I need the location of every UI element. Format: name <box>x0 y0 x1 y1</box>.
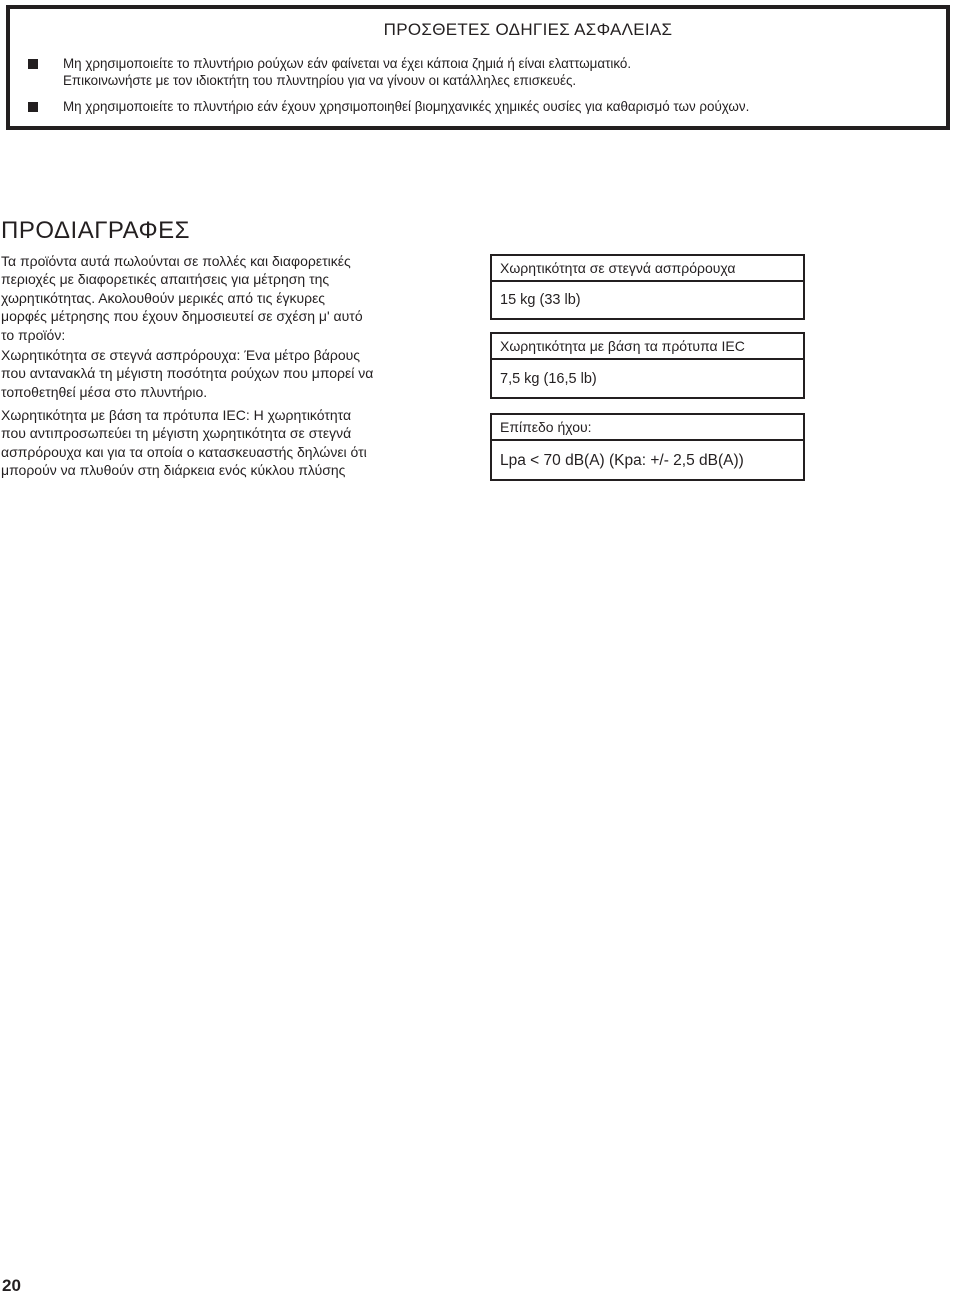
paragraph-line: που αντανακλά τη μέγιστη ποσότητα ρούχων που μπορεί να <box>1 365 374 382</box>
specs-title: ΠΡΟΔΙΑΓΡΑΦΕΣ <box>1 217 190 244</box>
paragraph-line: χωρητικότητας. Ακολουθούν μερικές από τις έγκυρες <box>1 289 326 306</box>
paragraph-line: μπορούν να πλυθούν στη διάρκεια ενός κύκλου πλύσης <box>1 462 346 479</box>
spec-box-iec-capacity <box>490 332 805 399</box>
spec-value: Lpa < 70 dB(A) (Kpa: +/- 2,5 dB(A)) <box>500 452 744 469</box>
safety-bullet-line: Μη χρησιμοποιείτε το πλυντήριο εάν έχουν χρησιμοποιηθεί βιομηχανικές χημικές ουσίες για καθαρισμό των ρούχων. <box>63 99 750 114</box>
paragraph-line: τοποθετηθεί μέσα στο πλυντήριο. <box>1 383 208 400</box>
spec-label: Χωρητικότητα με βάση τα πρότυπα IEC <box>492 334 803 360</box>
spec-label: Χωρητικότητα σε στεγνά ασπρόρουχα <box>492 256 803 282</box>
paragraph-line: Χωρητικότητα σε στεγνά ασπρόρουχα: Ένα μέτρο βάρους <box>1 347 361 363</box>
spec-label: Επίπεδο ήχου: <box>492 415 803 441</box>
specs-paragraph <box>1 252 421 344</box>
safety-bullet-line: Επικοινωνήστε με τον ιδιοκτήτη του πλυντηρίου για να γίνουν οι κατάλληλες επισκευές. <box>63 73 577 88</box>
paragraph-line: που αντιπροσωπεύει τη μέγιστη χωρητικότητα σε στεγνά <box>1 425 352 442</box>
page-number: 20 <box>2 1276 21 1295</box>
specs-paragraph <box>1 406 421 480</box>
specs-paragraph <box>1 346 421 401</box>
paragraph-line: Χωρητικότητα με βάση τα πρότυπα IEC: Η χωρητικότητα <box>1 407 352 423</box>
spec-value: 7,5 kg (16,5 lb) <box>500 371 597 387</box>
safety-title: ΠΡΟΣΘΕΤΕΣ ΟΔΗΓΙΕΣ ΑΣΦΑΛΕΙΑΣ <box>383 20 673 39</box>
paragraph-line: το προϊόν: <box>1 326 66 343</box>
safety-instructions-box <box>6 5 950 130</box>
spec-box-dry-capacity <box>490 254 805 320</box>
spec-value: 15 kg (33 lb) <box>500 292 581 308</box>
paragraph-line: Τα προϊόντα αυτά πωλούνται σε πολλές και διαφορετικές <box>1 253 351 269</box>
square-bullet-icon <box>28 59 38 69</box>
safety-bullet-line: Μη χρησιμοποιείτε το πλυντήριο ρούχων εάν φαίνεται να έχει κάποια ζημιά ή είναι ελαττωματικό. <box>63 56 632 71</box>
paragraph-line: περιοχές με διαφορετικές απαιτήσεις για μέτρηση της <box>1 271 330 288</box>
paragraph-line: μορφές μέτρησης που έχουν δημοσιευτεί σε σχέση μ' αυτό <box>1 308 363 325</box>
spec-box-noise-level <box>490 413 805 481</box>
paragraph-line: ασπρόρουχα και για τα οποία ο κατασκευαστής δηλώνει ότι <box>1 443 367 460</box>
square-bullet-icon <box>28 102 38 112</box>
